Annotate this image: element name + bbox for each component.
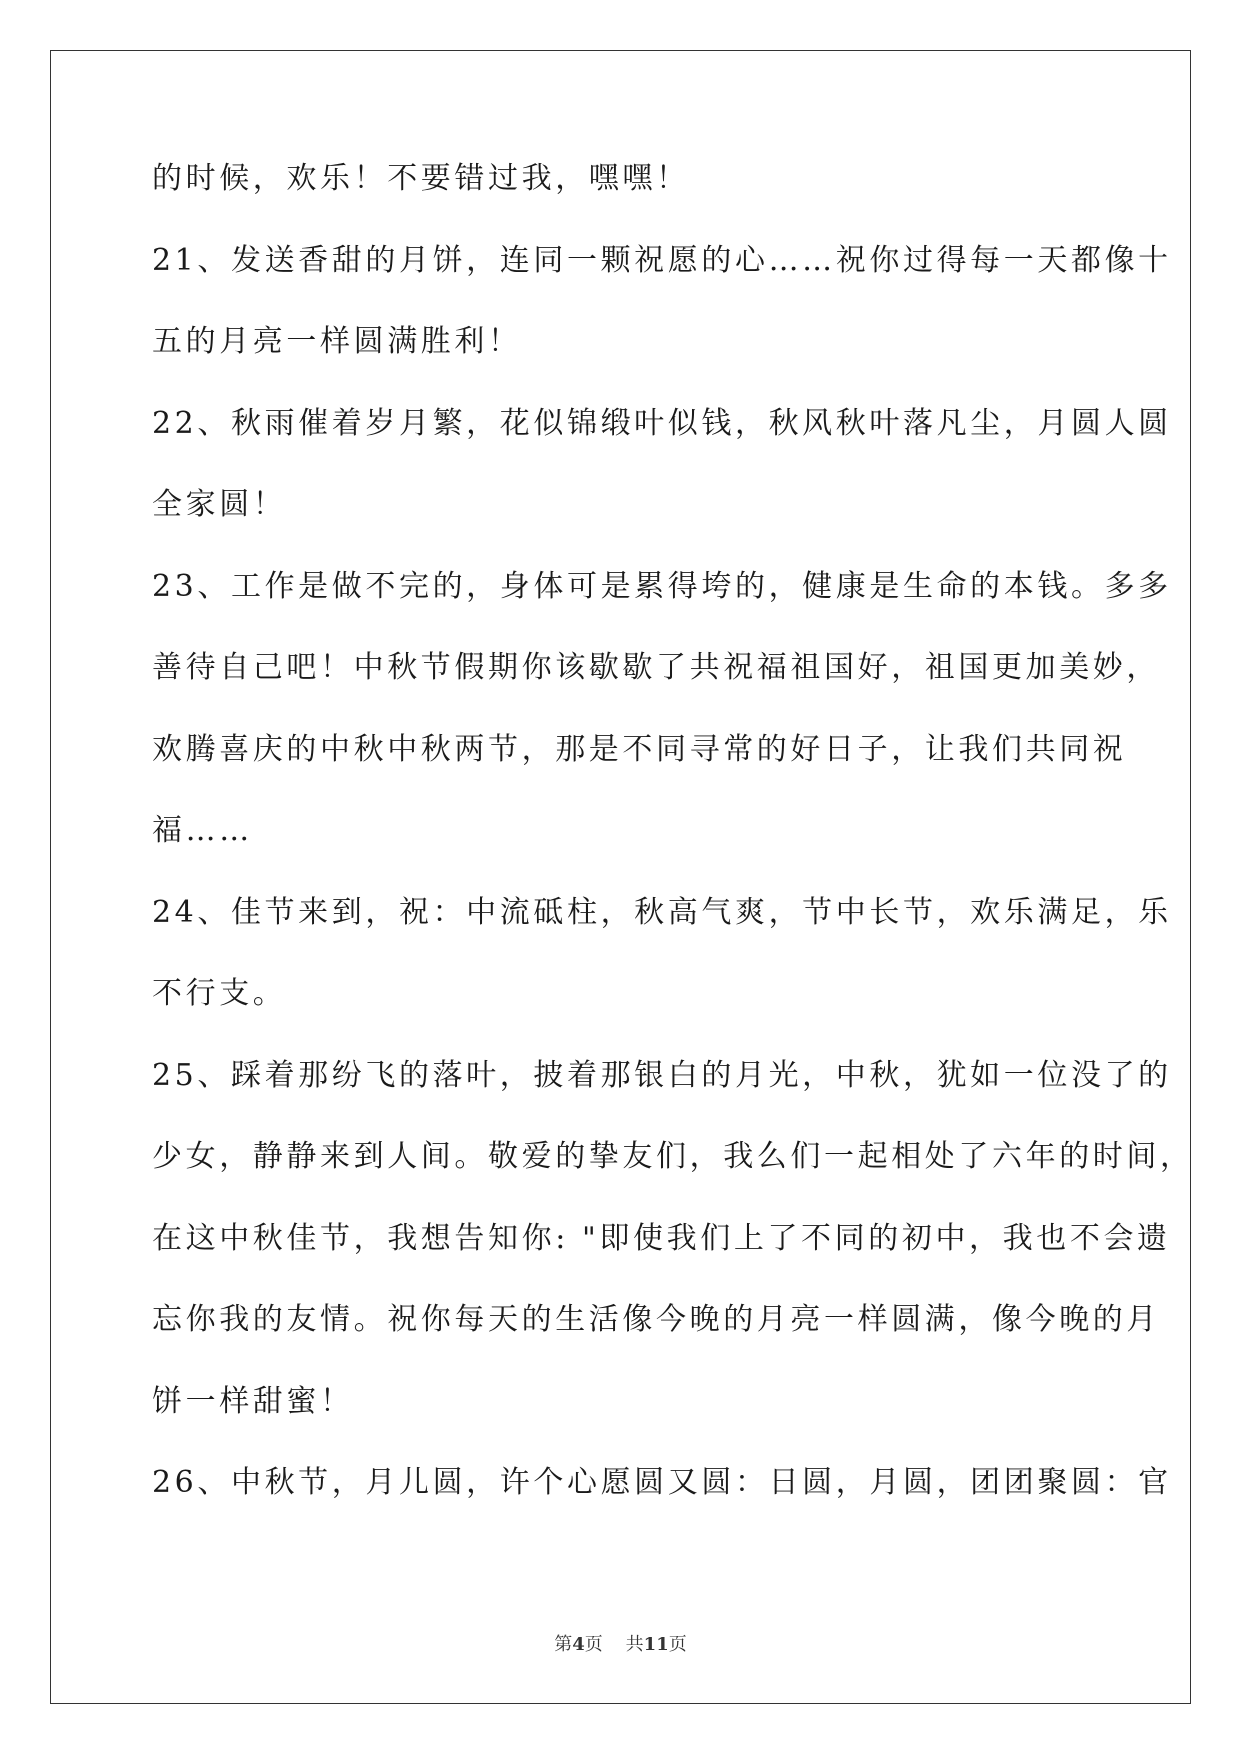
page-footer [0,1630,1241,1656]
text-line: 饼一样甜蜜！ [152,1383,354,1419]
footer-total-suffix: 页 [668,1634,687,1655]
footer-page-word: 页 [584,1634,603,1655]
current-page-number: 4 [572,1634,585,1655]
text-line: 福…… [152,813,253,848]
text-line: 26、中秋节，月儿圆，许个心愿圆又圆：日圆，月圆，团团聚圆：官 [152,1465,1172,1500]
text-line: 全家圆！ [152,487,287,522]
text-line: 23、工作是做不完的，身体可是累得垮的，健康是生命的本钱。多多 [152,568,1172,604]
total-pages-number: 11 [643,1634,669,1655]
text-line: 少女，静静来到人间。敬爱的挚友们，我么们一起相处了六年的时间， [152,1139,1194,1174]
text-line: 善待自己吧！中秋节假期你该歇歇了共祝福祖国好，祖国更加美妙， [152,650,1160,685]
text-line: 25、踩着那纷飞的落叶，披着那银白的月光，中秋，犹如一位没了的 [152,1057,1172,1093]
footer-prefix: 第 [554,1634,573,1655]
text-line: 在这中秋佳节，我想告知你: "即使我们上了不同的初中，我也不会遗 [152,1220,1171,1256]
text-line: 欢腾喜庆的中秋中秋两节，那是不同寻常的好日子，让我们共同祝 [152,731,1127,767]
text-line: 22、秋雨催着岁月繁，花似锦缎叶似钱，秋风秋叶落凡尘，月圆人圆 [152,405,1172,441]
text-line: 24、佳节来到，祝：中流砥柱，秋高气爽，节中长节，欢乐满足，乐 [152,894,1172,930]
text-line: 的时候，欢乐！不要错过我，嘿嘿！ [152,161,690,196]
text-line: 21、发送香甜的月饼，连同一颗祝愿的心……祝你过得每一天都像十 [152,242,1172,278]
footer-total-prefix: 共 [625,1634,644,1655]
text-line: 不行支。 [152,976,287,1011]
text-line: 忘你我的友情。祝你每天的生活像今晚的月亮一样圆满，像今晚的月 [152,1302,1160,1337]
text-line: 五的月亮一样圆满胜利！ [152,324,522,359]
document-body [152,161,1194,1550]
